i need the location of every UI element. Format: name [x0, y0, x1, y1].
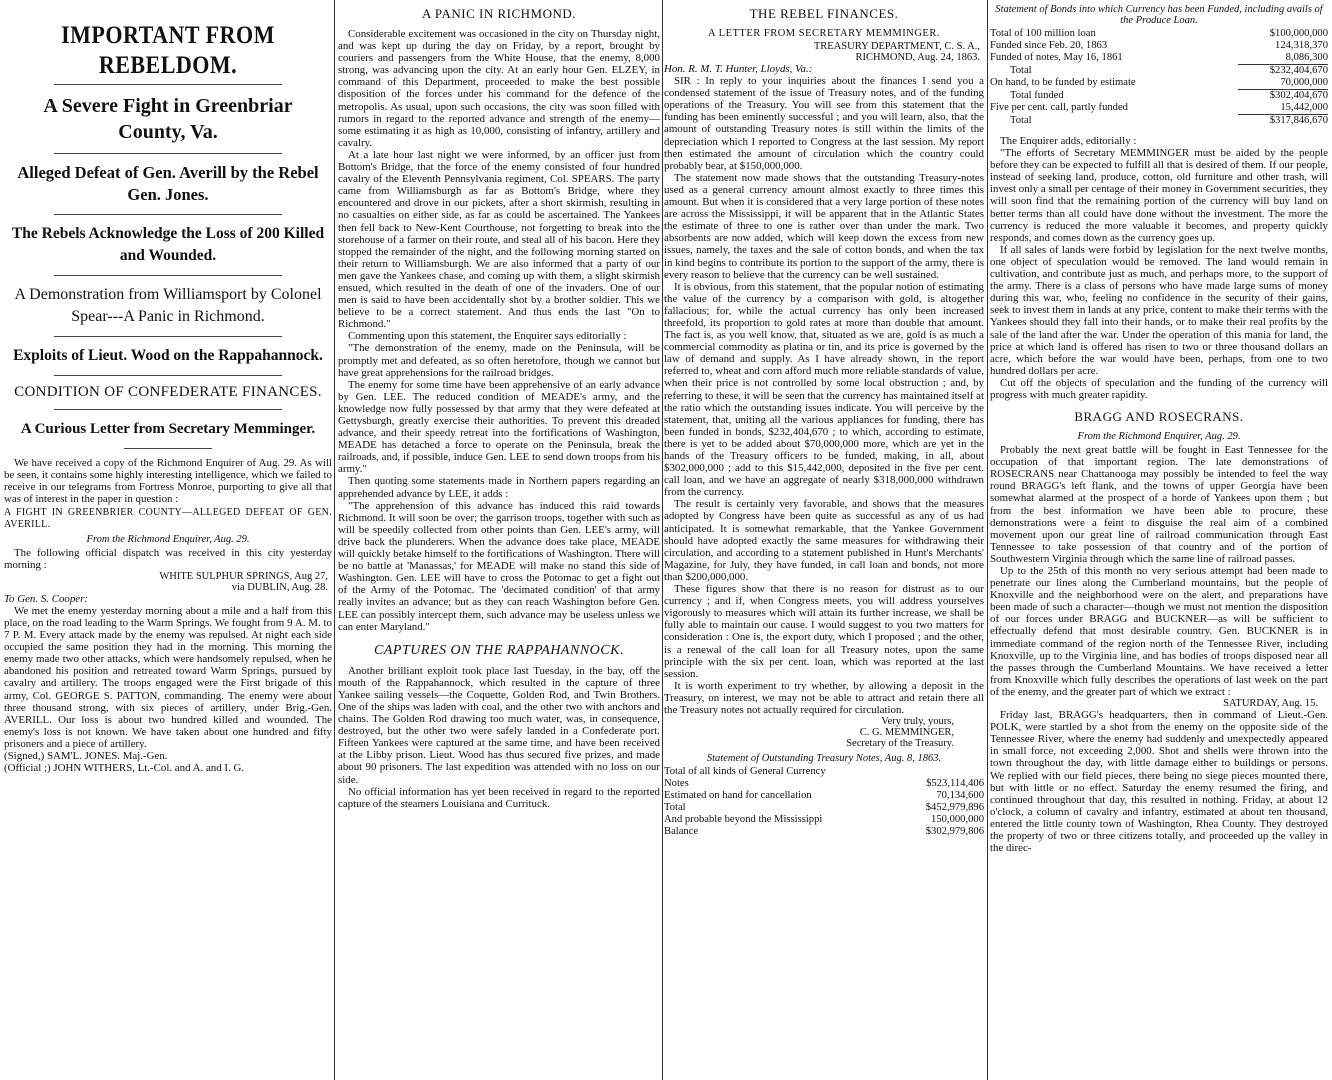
divider — [54, 275, 282, 276]
deck-headline: Exploits of Lieut. Wood on the Rappahannock. — [13, 347, 323, 364]
row-label: Notes — [664, 778, 689, 790]
article-paragraph: "The demonstration of the enemy, made on the Peninsula, will be promptly met and defeated, as so often heretofore, though we cannot but have great apprehensions for the railroad bridges. — [338, 342, 660, 379]
letter-dateline: TREASURY DEPARTMENT, C. S. A., — [813, 41, 980, 52]
section-headline: THE REBEL FINANCES. — [749, 6, 899, 21]
row-value: 70,134,600 — [936, 790, 984, 802]
column-rule — [662, 0, 663, 1080]
article-paragraph: Another brilliant exploit took place last Tuesday, in the bay, off the mouth of the Rappahannock, which resulted in the capture of three Yankee sailing vessels—the Coquette, Golden Rod, and Twin Brothers. One of the ships was laden with coal, and the other two with anchors and chains. The Golden Rod drawing too much water, was, in consequence, destroyed, but the other two were safely landed in a Confederate port. Fifteen Yankees were captured at the same time, and have been received at the Libby prison. Lieut. Wood has thus secured five prizes, and made about 90 prisoners. The last expedition was attended with no loss on our side. — [338, 664, 660, 786]
table-row — [664, 802, 984, 814]
article-paragraph: The enemy for some time have been apprehensive of an early advance by Gen. LEE. The reduced condition of MEADE's army, and the knowledge now fully possessed by that army that they were defeated at Gettysburgh, greatly exercise their authorities. To prevent this dreaded advance, and their speedy retreat into the fortifications of Washington, MEADE has detached a force to operate on the Peninsula, break the railroads, and, if possible, induce Gen. LEE to send down troops from his army." — [338, 378, 660, 476]
signature: (Signed,) SAM'L. JONES. Maj.-Gen. — [4, 749, 168, 762]
dateline: SATURDAY, Aug. 15. — [1223, 698, 1318, 710]
divider — [54, 84, 282, 85]
divider — [124, 448, 212, 449]
row-value: $100,000,000 — [1269, 28, 1328, 39]
table-title: Statement of Outstanding Treasury Notes, Aug. 8, 1863. — [706, 753, 942, 765]
article-paragraph: Up to the 25th of this month no very serious attempt had been made to penetrate our lines along the Cumberland mountains, but the people of Knoxville and the neighborhood were on the alert, and preparations have been made of such a character—though we must not mention the disposition of our forces under BRAGG and BUCKNER—as will be sufficient to effectually defend that most desirable country. Gen. BUCKNER is in immediate command of the region north of the Tennessee River, including Knoxville, up to the Virginia line, and has bodies of troops disposed near all the passes through the Cumberland Mountains. We have received a letter from Knoxville which fully describes the operations of last week on the part of the enemy, and the greater part of which we extract : — [990, 565, 1328, 698]
divider — [54, 214, 282, 215]
article-paragraph: No official information has yet been received in regard to the reported capture of the steamers Louisiana and Currituck. — [338, 785, 660, 810]
article-paragraph: Friday last, BRAGG's headquarters, then in command of Lieut.-Gen. POLK, were startled by a shot from the enemy on the opposite side of the Tennessee River, where the enemy had suddenly and unexpectedly appeared in small force, not exceeding 2,000. Shot and shells were thrown into the town throughout the day, with little damage either to buildings or persons. We replied with our field pieces, there being no siege pieces mounted there, but with little or no effect. Saturday the enemy resumed the firing, and continued throughout that day, this resulted in nothing. Friday, at about 12 o'clock, a column of cavalry and infantry, estimated at about ten thousand, entered the little county town of Washington, Rhea County. They destroyed the property of two or three citizens totally, and proceeded up the valley in the direc- — [990, 709, 1328, 855]
table-title: Statement of Bonds into which Currency has been Funded, including avails of the Produce Loan. — [995, 4, 1323, 26]
column-2 — [338, 4, 660, 1078]
dateline: WHITE SULPHUR SPRINGS, Aug 27, — [159, 570, 328, 582]
deck-headline: CONDITION OF CONFEDERATE FINANCES. — [14, 384, 322, 400]
article-paragraph: Cut off the objects of speculation and the funding of the currency will progress with much greater rapidity. — [990, 376, 1328, 401]
closing: Very truly, yours, — [881, 716, 954, 728]
column-rule — [987, 0, 988, 1080]
deck-headline: Alleged Defeat of Gen. Averill by the Rebel Gen. Jones. — [17, 163, 319, 204]
table-row — [664, 826, 984, 838]
section-headline: A PANIC IN RICHMOND. — [422, 6, 576, 21]
column-3 — [664, 4, 984, 1078]
article-paragraph: The Enquirer adds, editorially : — [1000, 135, 1137, 147]
article-paragraph: It is obvious, from this statement, that the popular notion of estimating the value of the currency by a comparison with gold, is altogether fallacious; for, while the actual currency has only been increased threefold, its proportion to gold rates at more than double that amount. The fact is, as you well know, that, situated as we are, gold is as much a commercial commodity as platina or tin, and its price is governed by the law of demand and supply. As I have already shown, in the report referred to, wheat and corn afford much more reliable standards of value, when their price is not controlled by some local obstruction ; and, by referring to these, it will be seen that the currency has maintained itself at the ratio which the outstanding issues indicate. You will perceive by the statement, that, uniting all the various appliances for funding, there has been funded in bonds, $232,404,670 ; to which, according to estimate, there is yet to be added about $70,000,000 more, which are yet in the hands of the Treasury officers to be funded, making, in all, about $302,000,000 ; add to this $15,442,000, deposited in the five per cent. call loan, and we have an aggregate of nearly $318,000,000 withdrawn from the currency. — [664, 280, 984, 499]
table-row: Total $317,846,670 — [1010, 115, 1328, 126]
signer-title: Secretary of the Treasury. — [846, 738, 954, 750]
article-paragraph: Probably the next great battle will be fought in East Tennessee for the occupation of that important region. The late demonstrations of ROSECRANS near Chattanooga may possibly be intended to feel the way round BRAGG's left flank, and the towns of upper Georgia have been somewhat alarmed at the prospect of a horde of Yankees upon them ; but from the best information we have been able to procure, these demonstrations were a feint to disguise the real aim of a combined movement upon our great line of railroad communication through East Tennessee to take possession of that country and of the portion of Southwestern Virginia through which the same line of railroad passes. — [990, 444, 1328, 565]
letter-dateline: RICHMOND, Aug. 24, 1863. — [855, 52, 980, 63]
table-row — [664, 814, 984, 826]
deck-headline: The Rebels Acknowledge the Loss of 200 Killed and Wounded. — [11, 225, 325, 264]
row-value: 124,318,370 — [1275, 40, 1328, 51]
article-paragraph: "The efforts of Secretary MEMMINGER must be aided by the people before they can be expected to fulfill all that is desired of them. If our people, instead of seeking land, produce, cotton, old furniture and other trash, will invest only a small per centage of their money in Government securities, they will soon find that the remaining portion of the currency will buy land on better terms than all could have done without the investment. The more the currency is reduced the more valuable it becomes, and property quickly responds, and comes down as the currency goes up. — [990, 147, 1328, 244]
article-paragraph: Commenting upon this statement, the Enquirer says editorially : — [348, 330, 627, 343]
row-value: $523,114,406 — [926, 778, 984, 790]
row-value: $452,979,896 — [925, 802, 984, 814]
row-label: Total of all kinds of General Currency — [664, 766, 826, 778]
table-row — [990, 40, 1328, 52]
section-headline: CAPTURES ON THE RAPPAHANNOCK. — [374, 642, 624, 658]
main-headline: IMPORTANT FROM REBELDOM. — [61, 20, 275, 79]
row-value: 150,000,000 — [931, 814, 984, 826]
addressee: Hon. R. M. T. Hunter, Lloyds, Va.: — [664, 63, 813, 75]
salutation: To Gen. S. Cooper: — [4, 592, 89, 605]
section-headline: BRAGG AND ROSECRANS. — [1074, 409, 1244, 425]
divider — [54, 375, 282, 376]
article-paragraph: It is worth experiment to try whether, by allowing a deposit in the Treasury, on interest, we may not be able to attract and retain there all the Treasury notes not actually required for circulation. — [664, 679, 984, 716]
article-paragraph: We met the enemy yesterday morning about a mile and a half from this place, on the road leading to the Warm Springs. We fought from 9 A. M. to 7 P. M. Every attack made by the enemy was repulsed. At night each side occupied the same position they had in the morning. This morning the enemy made two other attacks, which were handsomely repulsed, when he abandoned his position and retreated toward Warm Springs, pursued by cavalry and artillery. The troops engaged were the First brigade of this army, Col. GEORGE S. PATTON, commanding. The enemy were about three thousand strong, with six pieces of artillery, under Brig.-Gen. AVERILL. Our loss is about two hundred killed and wounded. The enemy's loss is not known. We have taken about one hundred and fifty prisoners and a piece of artillery. — [4, 604, 332, 750]
column-1 — [4, 4, 332, 1078]
subheadline: A LETTER FROM SECRETARY MEMMINGER. — [708, 28, 940, 39]
article-paragraph: Considerable excitement was occasioned in the city on Thursday night, and was kept up during the day on Friday, by a report, brought by couriers and passengers from the White House, that the enemy, 8,000 strong, was advancing upon the city. At an early hour Gen. ELZEY, in command of this Department, proceeded to make the best possible disposition of the forces under his command for the defence of the metropolis. As usual, upon such occasions, the city was soon filled with rumors in regard to the reported advance and strength of the enemy—some estimating it as high as 10,000, consisting of infantry, artillery and cavalry. — [338, 28, 660, 149]
divider — [54, 409, 282, 410]
bonds-table — [990, 28, 1328, 127]
table-row — [990, 52, 1328, 64]
row-label: And probable beyond the Mississippi — [664, 814, 823, 826]
article-paragraph: "The apprehension of this advance has induced this raid towards Richmond. It will soon be over; the garrison troops, together with such as will be speedily collected from other points than Gen. LEE's army, will drive back the plunderers. When the advance does take place, MEADE will quickly betake himself to the fortifications of Washington. There will be no battle at 'Manassas,' for MEADE will make no stand this side of Washington. Gen. LEE will have to cross the Potomac to get a fight out of the Army of the Potomac. The 'decimated condition' of that army really invites an advance; but as they can reach Washington before Gen. LEE can possibly intercept them, such advance may be useless unless we can enter Maryland." — [338, 499, 660, 633]
article-paragraph: The result is certainly very favorable, and shows that the measures adopted by Congress have been quite as successful as any of us had anticipated. It is somewhat remarkable, that the Yankee Government should have adopted exactly the same measures for withdrawing their circulation, and according to a statement published in Hunt's Merchants' Magazine, for July, they have funded, in call loan and bonds, not more than $200,000,000. — [664, 498, 984, 583]
signature: (Official ;) JOHN WITHERS, Lt.-Col. and A. and I. G. — [4, 762, 245, 775]
article-paragraph: The statement now made shows that the outstanding Treasury-notes used as a general currency amount almost exactly to three times this amount. But when it is considered that a very large portion of these notes are across the Mississippi, it will be apparent that in the Atlantic States the estimate of three to one is rather over than under the mark. Two absorbents are now added, which will keep down the excess from new issues, namely, the taxes and the sale of cotton bonds, and when the tax in kind begins to contribute its portion to the support of the army, there is every reason to believe that the currency can be well sustained. — [664, 171, 984, 281]
article-paragraph: These figures show that there is no reason for distrust as to our currency ; and if, when Congress meets, you will address yourselves vigorously to measures which will attain its further increase, we shall be fully able to maintain our cause. I would suggest to you two matters for consideration : One is, the export duty, which I proposed ; and the other, is a renewal of the call loan for all Treasury notes, upon the same principle with the six per cent. loan, which was reported at the last session. — [664, 583, 984, 680]
row-label: Funded of notes, May 16, 1861 — [990, 52, 1123, 63]
article-paragraph: At a late hour last night we were informed, by an officer just from Bottom's Bridge, that the force of the enemy consisted of four hundred cavalry of the Eleventh Pennsylvania regiment, Col. SPEARS. The party came from Williamsburgh as far as Bottom's Bridge, where they encountered and drove in our pickets, after a short skirmish, resulting in no casualties on either side, as far as could be ascertained. The Yankees then fell back to New-Kent Courthouse, not forgetting to break into the storehouse of a farmer on their route, and steal all of his bacon. Here they stopped the remainder of the night, and the following morning started on their return to Williamsburgh. We are also informed that a party of our men gave the Yankees chase, and coming up with them, a slight skirmish ensued, which resulted in the death of one of the invaders. One of our men is said to have been accidentally shot by a brother soldier. This we believe to be a correct statement. And thus ends the last "On to Richmond." — [338, 148, 660, 331]
row-label: Estimated on hand for cancellation — [664, 790, 812, 802]
signer-name: C. G. MEMMINGER, — [859, 727, 954, 739]
table-row: Total $232,404,670 — [1010, 65, 1328, 76]
article-paragraph: Then quoting some statements made in Northern papers regarding an apprehended advance by LEE, it adds : — [338, 475, 660, 500]
dateline: via DUBLIN, Aug. 28. — [231, 581, 328, 593]
divider — [54, 153, 282, 154]
column-4 — [990, 4, 1328, 1078]
row-value: 8,086,300 — [1285, 52, 1328, 63]
article-paragraph: If all sales of lands were forbid by legislation for the next twelve months, one object of speculation would be removed. The land would remain in cultivation, and contribute just as much, and perhaps more, to the support of the army. There is a class of persons who have made large sums of money during this war, who, feeling no confidence in the security of their gains, seek to invest them in lands at any price, content to make their terms with the Yankees should they fall into their hands, or to make their real profits by the sale of the land after the war. Under the operation of this mania for land, the price at which land is offered has risen to two or three thousand dollars an acre, which before the war would have been, perhaps, from one to two hundred dollars per acre. — [990, 243, 1328, 377]
source-line: From the Richmond Enquirer, Aug. 29. — [86, 533, 250, 545]
divider — [54, 336, 282, 337]
article-paragraph: SIR : In reply to your inquiries about the finances I send you a condensed statement of the issue of Treasury notes, and of the funding operations of the Treasury. You will see from this statement that the funding has been eminently successful ; and you will learn, also, that the amount of outstanding Treasury notes is still within the limits of the depreciation which I reported to Congress at the last session. My report then estimated the amount of circulation which the country could probably bear, at $150,000,000. — [664, 75, 984, 172]
table-row: Total funded $302,404,670 — [1010, 90, 1328, 101]
table-row — [990, 28, 1328, 40]
table-row: Five per cent. call, partly funded 15,442,000 — [990, 102, 1328, 113]
table-row — [664, 790, 984, 802]
article-paragraph: We have received a copy of the Richmond Enquirer of Aug. 29. As will be seen, it contains some highly interesting intelligence, which we failed to receive in our telegrams from Fortress Monroe, purporting to give all that was of interest in the paper in question : — [4, 457, 332, 506]
subhead: A FIGHT IN GREENBRIER COUNTY—ALLEGED DEFEAT OF GEN. AVERILL. — [4, 507, 332, 531]
deck-headline: A Demonstration from Williamsport by Colonel Spear---A Panic in Richmond. — [14, 286, 322, 325]
row-value: $302,979,806 — [925, 826, 984, 838]
table-row — [664, 778, 984, 790]
row-label: Balance — [664, 826, 699, 838]
row-label: Funded since Feb. 20, 1863 — [990, 40, 1108, 51]
row-label: Total — [664, 802, 686, 814]
table-row — [664, 766, 984, 778]
source-line: From the Richmond Enquirer, Aug. 29. — [1077, 431, 1241, 443]
article-paragraph: The following official dispatch was received in this city yesterday morning : — [4, 546, 332, 571]
deck-headline: A Severe Fight in Greenbriar County, Va. — [43, 95, 293, 143]
row-label: Total of 100 million loan — [990, 28, 1096, 39]
treasury-notes-table — [664, 766, 984, 838]
table-row: On hand, to be funded by estimate 70,000,000 — [990, 77, 1328, 88]
deck-headline: A Curious Letter from Secretary Memminger. — [20, 421, 316, 437]
column-rule — [334, 0, 335, 1080]
